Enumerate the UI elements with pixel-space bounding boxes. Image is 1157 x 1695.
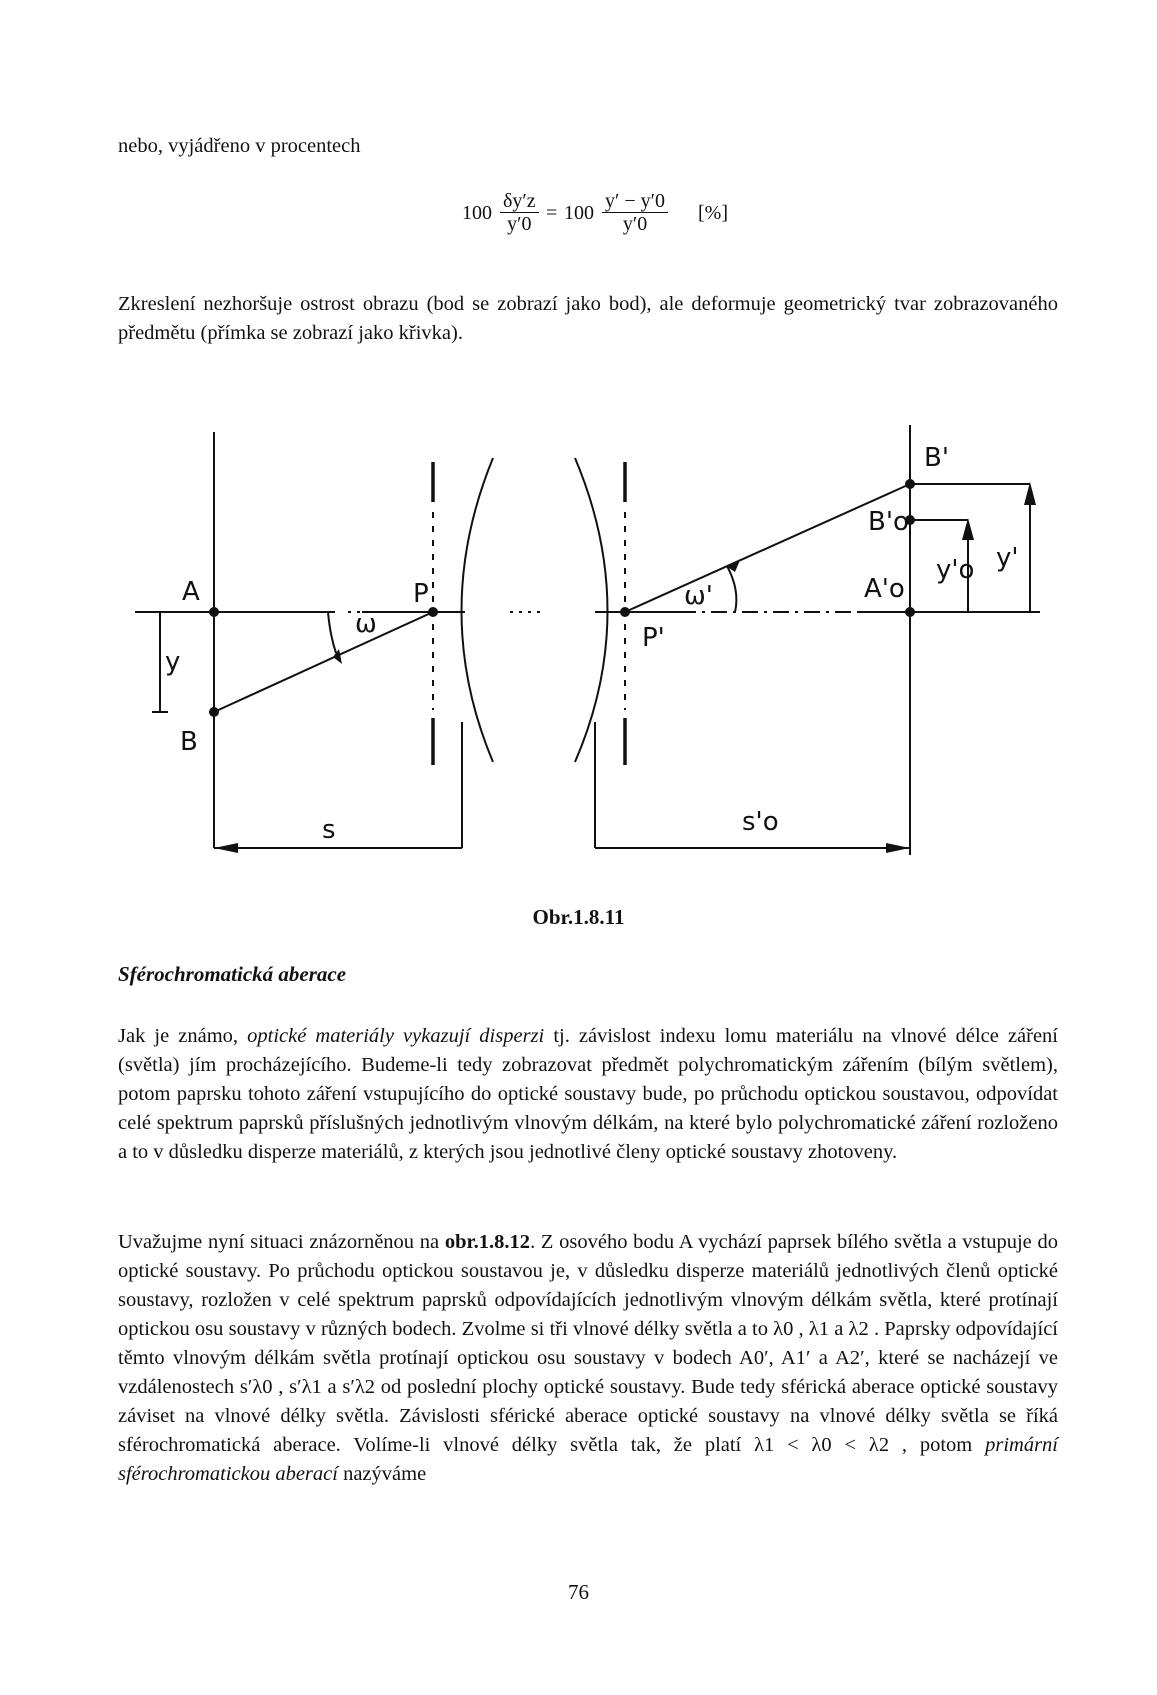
para1-text-2: tj. závislost indexu lomu materiálu na vlnové délce záření (světla) jím procházejícího. Budeme-li tedy zobrazovat předmět polychromatickým zářením (bílým světlem), potom paprsku tohoto záření vstupujícího do optické soustavy bude, po průchodu optickou soustavou, odpovídat celé spektrum paprsků příslušných jednotlivým vlnovým délkám, na které bylo polychromatické záření rozloženo a to v důsledku disperze materiálů, z kterých jsou jednotlivé členy optické soustavy zhotoveny. <box>118 1025 1059 1163</box>
point-P <box>428 607 438 617</box>
object-ray <box>214 612 433 712</box>
point-A <box>209 607 219 617</box>
omega-arc <box>328 612 336 653</box>
paragraph-dispersion <box>118 1022 1058 1167</box>
label-y0-prime: y'o <box>936 555 975 585</box>
label-B0-prime: B'o <box>868 507 909 537</box>
label-omega: ω <box>355 609 377 639</box>
para2-italic-term: primární sférochromatickou aberací <box>118 1434 1058 1485</box>
eq-rhs-denominator: y′0 <box>622 213 648 235</box>
point-B <box>209 707 219 717</box>
eq-lhs-fraction <box>500 190 539 235</box>
eq-rhs-numerator: y′ − y′0 <box>602 190 668 213</box>
page-number: 76 <box>568 1580 589 1604</box>
label-s: s <box>322 815 336 845</box>
first-lens-surface <box>462 458 494 762</box>
eq-unit: [%] <box>698 202 728 224</box>
label-y-prime: y' <box>996 543 1019 573</box>
paragraph-sferochromatic <box>118 1228 1058 1489</box>
omega-prime-arc <box>727 566 736 612</box>
last-lens-surface <box>575 458 608 762</box>
eq-rhs-fraction <box>602 190 668 235</box>
label-A: A <box>182 577 200 607</box>
para1-italic: optické materiály vykazují disperzi <box>247 1025 545 1047</box>
para2-text-2: . Z osového bodu A vychází paprsek bílého světla a vstupuje do optické soustavy. Po průchodu optickou soustavou je, v důsledku disperze materiálů jednotlivých členů optické soustavy, rozložen v celé spektrum paprsků odpovídajících jednotlivým vlnovým délkám světla, které protínají optickou osu soustavy v různých bodech. Zvolme si tři vlnové délky světla a to λ0 , λ1 a λ2 . Paprsky odpovídající těmto vlnovým délkám světla protínají optickou osu soustavy v bodech A0′, A1′ a A2′, které se nacházejí ve vzdálenostech s′λ0 , s′λ1 a s′λ2 od poslední plochy optické soustavy. Bude tedy sférická aberace optické soustavy záviset na vlnové délky světla. Závislosti sférické aberace optické soustavy na vlnové délky světla se říká sférochromatická aberace. Volíme-li vlnové délky světla tak, že platí λ1 < λ0 < λ2 , potom <box>118 1231 1058 1456</box>
section-title: Sférochromatická aberace <box>118 962 347 986</box>
eq-lhs-denominator: y′0 <box>507 213 532 235</box>
label-y: y <box>165 647 181 677</box>
eq-lhs-numerator: δy′z <box>500 190 539 213</box>
eq-lhs-coeff: 100 <box>462 202 492 224</box>
eq-equals: = <box>546 202 558 224</box>
para2-text-3: nazýváme <box>337 1463 427 1485</box>
point-A0-prime <box>905 607 915 617</box>
point-B-prime <box>905 479 915 489</box>
intro-text: nebo, vyjádřeno v procentech <box>118 135 361 157</box>
para2-text-1: Uvažujme nyní situaci znázorněnou na <box>118 1231 445 1253</box>
para2-figure-ref: obr.1.8.12 <box>444 1231 531 1253</box>
optical-system-figure <box>120 420 1050 870</box>
figure-caption: Obr.1.8.11 <box>532 905 625 929</box>
para1-text-1: Jak je známo, <box>118 1025 248 1047</box>
point-P-prime <box>620 607 630 617</box>
distortion-paragraph: Zkreslení nezhoršuje ostrost obrazu (bod se zobrazí jako bod), ale deformuje geometrický tvar zobrazovaného předmětu (přímka se zobrazí jako křivka). <box>118 293 1058 344</box>
label-B: B <box>180 727 198 757</box>
label-A0-prime: A'o <box>864 574 905 604</box>
label-s0-prime: s'o <box>742 807 779 837</box>
label-P-prime: P' <box>642 623 665 653</box>
eq-rhs-coeff: 100 <box>564 202 594 224</box>
distortion-equation <box>462 190 782 270</box>
label-omega-prime: ω' <box>684 581 713 611</box>
label-P: P <box>413 579 429 609</box>
label-B-prime: B' <box>924 443 949 473</box>
